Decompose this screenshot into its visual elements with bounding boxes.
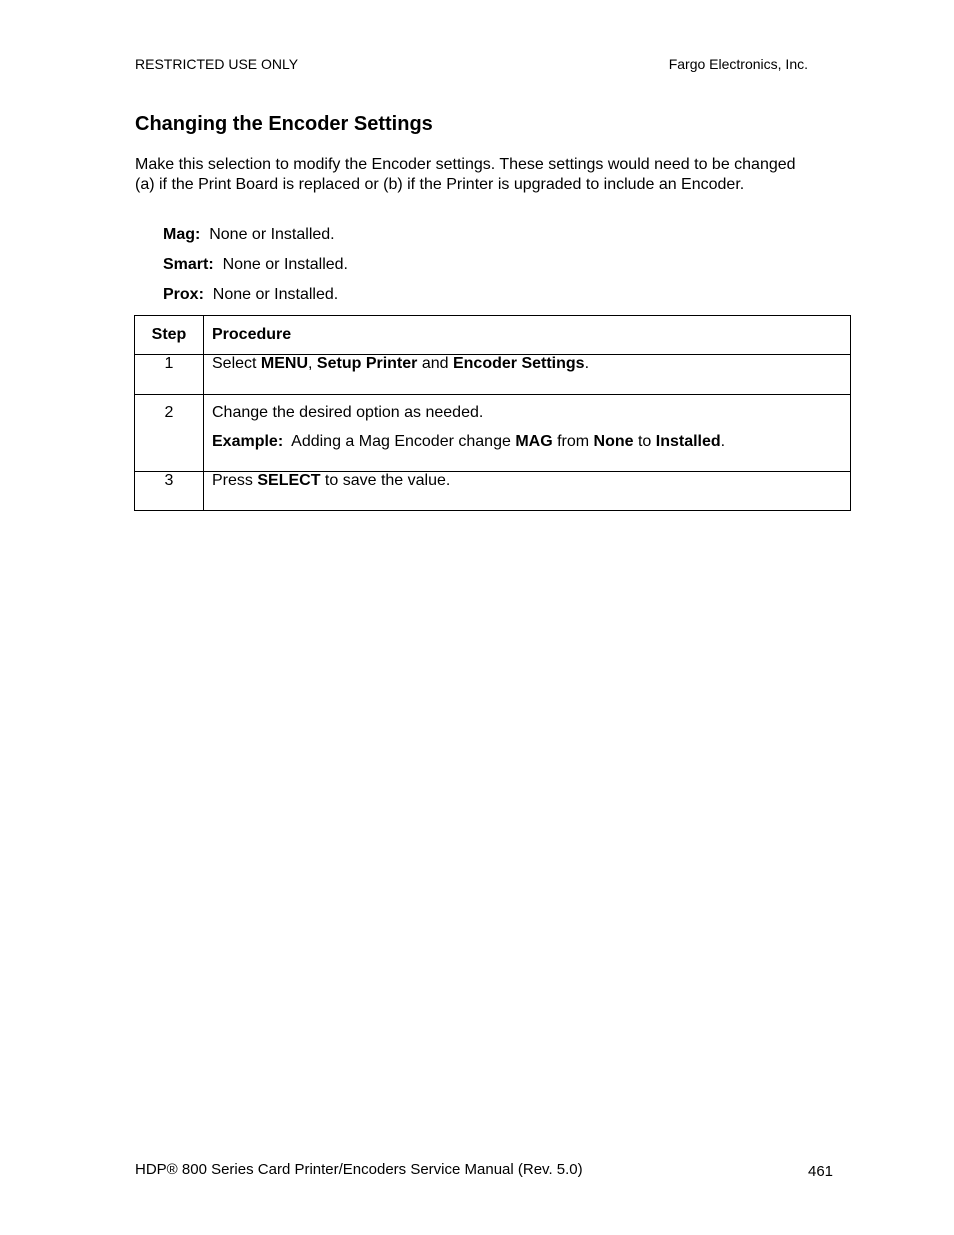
procedure-text: Press [212,472,258,489]
option-mag-label: Mag: [163,226,201,243]
page-number: 461 [808,1163,834,1180]
option-prox-value: None or Installed. [212,286,339,303]
procedure-text: . [584,355,590,372]
none-term: None [593,433,634,450]
encoder-settings-term: Encoder Settings [452,355,585,372]
installed-term: Installed [655,433,721,450]
table-row [135,472,851,511]
header-left: RESTRICTED USE ONLY [135,56,299,72]
procedure-text: from [552,433,594,450]
procedure-text: Change the desired option as needed. [212,404,484,421]
procedure-text: , [308,355,317,372]
procedure-cell [204,355,851,395]
example-line [212,422,842,451]
step-header: Step [135,316,204,355]
option-mag-value: None or Installed. [209,226,335,243]
option-smart-value: None or Installed. [222,256,348,273]
procedure-text: to [633,433,656,450]
option-smart-label: Smart: [163,256,214,273]
step-number: 2 [135,395,204,472]
example-label: Example: [212,433,284,450]
option-prox [163,285,338,305]
procedure-text: Select [212,355,261,372]
table-row [135,395,851,472]
procedure-cell [204,395,851,472]
procedure-text: to save the value. [320,472,451,489]
section-title: Changing the Encoder Settings [135,113,433,135]
procedure-header: Procedure [204,316,851,355]
table-header-row [135,316,851,355]
step-number: 3 [135,472,204,511]
option-prox-label: Prox: [163,286,204,303]
procedure-text: . [720,433,726,450]
intro-paragraph: Make this selection to modify the Encoder settings. These settings would need to be changed (a) if the Print Board is replaced or (b) if the Printer is upgraded to include an Encoder. [135,156,796,193]
select-term: SELECT [257,472,321,489]
step-number: 1 [135,355,204,395]
table-row [135,355,851,395]
procedure-text: and [417,355,453,372]
procedure-text: Adding a Mag Encoder change [283,433,516,450]
setup-printer-term: Setup Printer [316,355,418,372]
option-smart [163,255,348,275]
procedure-table [134,315,851,511]
menu-term: MENU [260,355,309,372]
procedure-cell [204,472,851,511]
mag-term: MAG [515,433,553,450]
footer-title: HDP® 800 Series Card Printer/Encoders Service Manual (Rev. 5.0) [135,1161,583,1178]
header-right: Fargo Electronics, Inc. [668,56,808,72]
option-mag [163,225,335,245]
